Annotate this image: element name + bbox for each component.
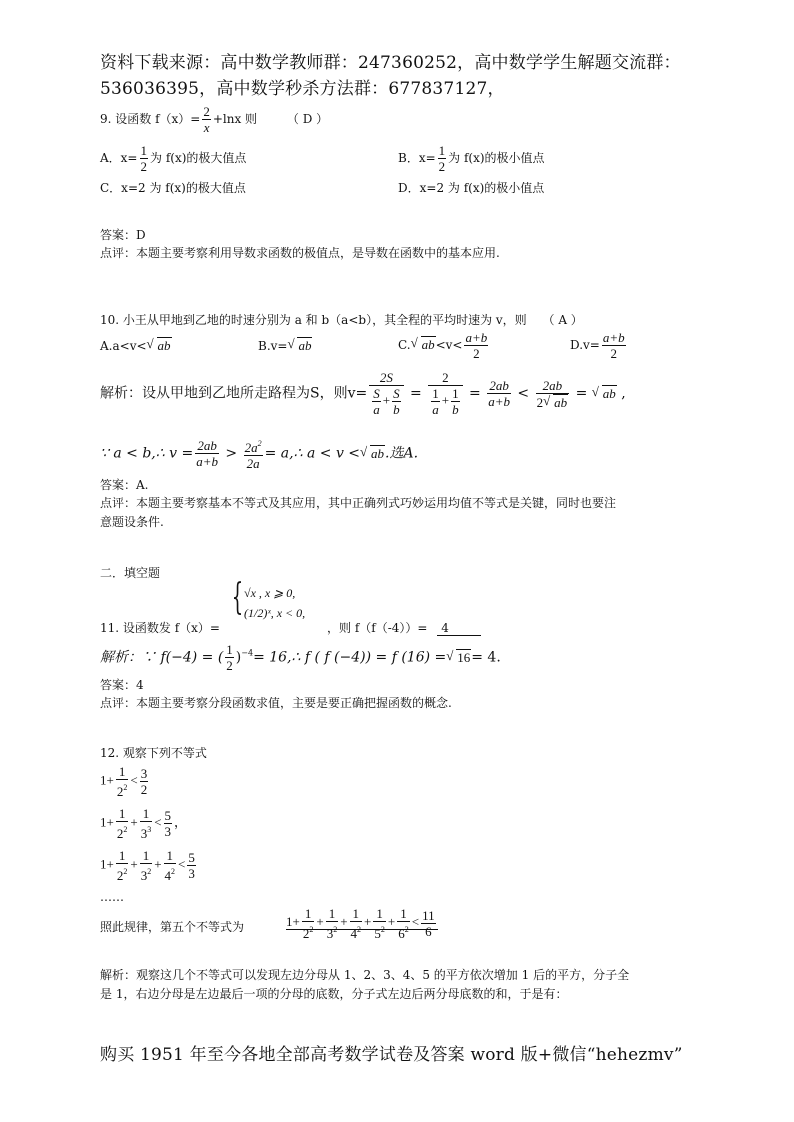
q12-rule: 照此规律，第五个不等式为: [100, 920, 245, 934]
q12-ellipsis: ……: [100, 890, 124, 904]
q10-2s: 2S: [369, 370, 403, 386]
q10-option-c-mid: <v<: [435, 338, 463, 352]
q10-s1-den: a: [373, 402, 380, 417]
q10-2ab-num-2: 2ab: [536, 378, 570, 394]
q10-2-coef: 2: [536, 394, 544, 410]
q11-analysis-prefix: 解析：∵ f(−4) = (: [100, 649, 224, 666]
q9-option-a-num: 1: [140, 143, 147, 158]
q10-stem: [100, 311, 583, 328]
q10-option-c-num: a+b: [465, 330, 488, 345]
q9-option-b-num: 1: [438, 143, 446, 158]
q9-option-b: [398, 143, 545, 174]
q10-option-d-text: D.v=: [570, 338, 600, 352]
q11-stem-suffix: [327, 619, 481, 636]
q11-piece-2: (1/2)ˣ, x < 0,: [244, 606, 306, 620]
q10-option-c-prefix: C.: [398, 338, 411, 352]
q11-piece-1: √x , x ⩾ 0,: [244, 586, 296, 600]
q9-comment: 点评：本题主要考察利用导数求函数的极值点，是导数在函数中的基本应用.: [100, 246, 500, 260]
q10-2-num: 2: [428, 370, 462, 386]
q10-2a: 2a: [246, 456, 260, 471]
q10-answer: 答案：A.: [100, 478, 149, 492]
q11-stem-prefix: 11. 设函数发 f（x）=: [100, 621, 220, 635]
q12-inequality-1: 1+ $\frac{1}{2^2}$ < $\frac{3}{2}$: [100, 764, 148, 799]
q9-option-a-den: 2: [140, 159, 147, 174]
q10-sqrt-ab-result: √ ab: [602, 385, 617, 402]
q11-exponent: −4: [241, 648, 254, 658]
q12-inequality-2: 1+ $\frac{1}{2^2}$ + $\frac{1}{3^3}$ < $\frac{5}{3}$ ，: [100, 806, 188, 841]
q10-option-b: [258, 337, 312, 354]
q9-option-a: [100, 143, 246, 174]
q10-analysis-line-2: ∵ a < b,∴ v = $\frac{2ab}{a+b}$ > $\frac{2a^2}{2a}$ = a,∴ a < v <√ ab.选A.: [100, 436, 418, 471]
q10-s1-num: S: [373, 386, 380, 401]
q10-answer-paren: （ A ）: [542, 313, 583, 327]
q10-2ab-num: 2ab: [487, 378, 511, 394]
q10-line2-sqrt: √ ab: [370, 445, 385, 462]
q10-apb-den: a+b: [488, 394, 510, 409]
q9-frac-num: 2: [203, 104, 210, 119]
q9-option-a-prefix: A．x=: [100, 151, 138, 165]
q10-option-b-sqrt: √ ab: [297, 337, 312, 354]
q9-option-a-suffix: 为 f(x)的极大值点: [150, 151, 247, 165]
q10-stem-text: 10. 小王从甲地到乙地的时速分别为 a 和 b（a<b），其全程的平均时速为 v，则: [100, 313, 527, 327]
q10-s2-num: S: [393, 386, 400, 401]
q11-brace: {: [231, 577, 244, 618]
q9-option-b-den: 2: [438, 159, 446, 174]
q11-analysis-end: = 4.: [471, 649, 501, 666]
header-line-1: 资料下载来源：高中数学教师群：247360252，高中数学学生解题交流群：: [100, 53, 681, 73]
q11-stem-suffix-text: ，则 f（f（-4））=: [327, 621, 428, 635]
q10-s2-den: b: [393, 402, 400, 417]
q11-blank: 4: [437, 621, 481, 636]
q10-option-a: [100, 337, 172, 354]
q9-answer-paren: （ D ）: [286, 112, 329, 126]
q10-line2-suffix: = a,∴ a < v <: [264, 445, 361, 462]
q9-frac-den: x: [203, 120, 210, 135]
q9-option-d: D．x=2 为 f(x)的极小值点: [398, 181, 545, 195]
header-line-2: 536036395，高中数学秒杀方法群：677837127，: [100, 79, 505, 99]
q10-1b-den: b: [452, 402, 459, 417]
q12-analysis-2: 是 1，右边分母是左边最后一项的分母的底数，分子式左边后两分母底数的和，于是有：: [100, 987, 568, 1001]
q9-stem-suffix: +lnx 则: [212, 112, 258, 126]
q9-option-b-prefix: B．x=: [398, 151, 436, 165]
q10-2a2: 2a: [244, 440, 258, 455]
q10-option-d: [570, 330, 628, 361]
q10-analysis-prefix: 解析：设从甲地到乙地所走路程为S，则v=: [100, 385, 368, 402]
q10-1a-num: 1: [432, 386, 439, 401]
q11-half-den: 2: [226, 658, 233, 673]
q11-analysis-suffix: = 16,∴ f ( f (−4)) = f (16) =: [253, 649, 447, 666]
q10-option-c: [398, 330, 490, 361]
q10-1a-den: a: [432, 402, 439, 417]
q10-line2-prefix: ∵ a < b,∴ v =: [100, 445, 194, 462]
q10-option-a-text: A.a<v<: [100, 339, 147, 353]
q9-option-c: C．x=2 为 f(x)的极大值点: [100, 181, 246, 195]
q10-sqrt-ab-den: √ ab: [553, 394, 568, 410]
q11-comment: 点评：本题主要考察分段函数求值，主要是要正确把握函数的概念.: [100, 696, 452, 710]
q12-fifth-inequality: 1+ $\frac{1}{2^2}$ + $\frac{1}{3^2}$ + $\frac{1}{4^2}$ + $\frac{1}{5^2}$ + $\frac{1}{6^2}$ < $\frac{11}{6}$: [286, 906, 438, 941]
q11-sqrt16: √ 16: [456, 649, 471, 666]
q10-comment-1: 点评：本题主要考察基本不等式及其应用，其中正确列式巧妙运用均值不等式是关键，同时也要注: [100, 496, 617, 510]
q10-option-b-text: B.v=: [258, 339, 288, 353]
q11-answer: 答案：4: [100, 678, 144, 692]
q9-option-b-suffix: 为 f(x)的极小值点: [448, 151, 545, 165]
q10-option-c-sqrt: √ ab: [421, 336, 436, 353]
footer-ad: 购买 1951 年至今各地全部高考数学试卷及答案 word 版+微信“hehezmv”: [100, 1045, 683, 1065]
q10-option-a-sqrt: √ ab: [157, 337, 172, 354]
q11-analysis-mid: ): [235, 649, 242, 666]
q10-1b-num: 1: [452, 386, 459, 401]
q10-line2-end: .选A.: [385, 445, 419, 462]
q12-stem: 12. 观察下列不等式: [100, 746, 207, 760]
q9-stem: [100, 104, 328, 135]
q10-option-d-den: 2: [610, 346, 617, 361]
q11-analysis: [100, 642, 501, 673]
q12-inequality-3: 1+ $\frac{1}{2^2}$ + $\frac{1}{3^2}$ + $\frac{1}{4^2}$ < $\frac{5}{3}$: [100, 848, 195, 883]
q10-option-c-den: 2: [473, 346, 480, 361]
q10-line2-den: a+b: [196, 454, 218, 469]
q10-line2-num: 2ab: [195, 438, 219, 454]
q10-comment-2: 意题设条件.: [100, 515, 164, 529]
section-fill-in-title: 二．填空题: [100, 566, 161, 580]
q12-analysis-1: 解析：观察这几个不等式可以发现左边分母从 1、2、3、4、5 的平方依次增加 1 后的平方，分子全: [100, 968, 630, 982]
q10-option-d-num: a+b: [602, 330, 625, 345]
q11-half-num: 1: [226, 642, 233, 657]
q9-stem-prefix: 9. 设函数 f（x）=: [100, 112, 201, 126]
q10-analysis-line-1: 解析：设从甲地到乙地所走路程为S，则v= 2S $\frac{S}{a}$ + $\frac{S}{b}$ = 2 $\frac{1}{a}$ + $\frac{1}{b}$ = $\frac{2ab}{a+b}$ < $\frac{2ab}{2√ ab}$ = √ ab ,: [100, 370, 626, 417]
q9-answer: 答案：D: [100, 228, 146, 242]
